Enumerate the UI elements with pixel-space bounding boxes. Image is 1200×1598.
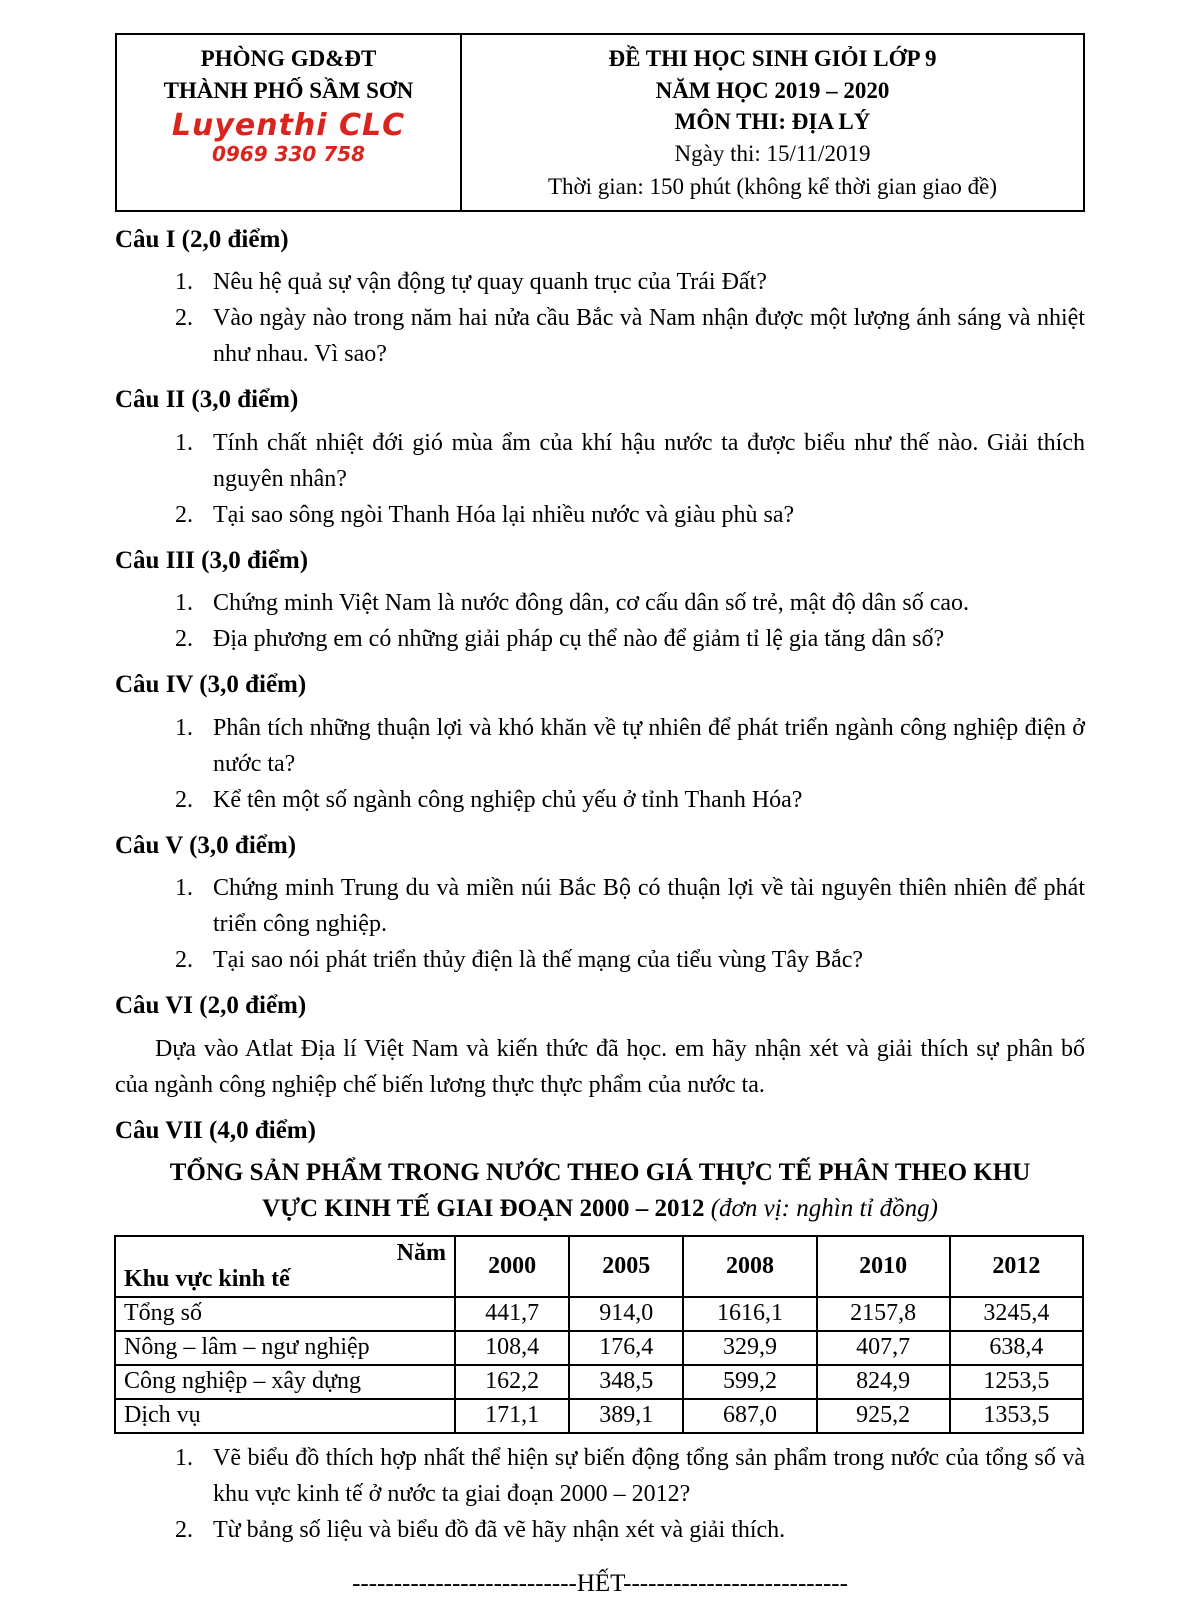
item-text: Vào ngày nào trong năm hai nửa cầu Bắc và Nam nhận được một lượng ánh sáng và nhiệt như nhau. Vì sao? [213,305,1085,368]
cell-value: 2157,8 [817,1297,950,1331]
phone-number: 0969 330 758 [211,141,366,166]
data-table [114,1235,1084,1434]
cell-value: 638,4 [950,1331,1083,1365]
header-box [115,33,1085,212]
exam-duration: Thời gian: 150 phút (không kể thời gian giao đề) [547,173,998,199]
exam-school-year: NĂM HỌC 2019 – 2020 [655,77,890,103]
brand-logo-text: Luyenthi CLC [171,108,406,144]
year-header: 2012 [950,1236,1083,1297]
question-item [115,942,1085,978]
cell-value: 925,2 [817,1399,950,1433]
cell-value: 599,2 [683,1365,816,1399]
section-heading-3: Câu III (3,0 điểm) [115,546,309,574]
item-text: Chứng minh Việt Nam là nước đông dân, cơ cấu dân số trẻ, mật độ dân số cao. [213,590,970,617]
table-header-row [115,1236,1083,1297]
year-header: 2010 [817,1236,950,1297]
question-item [115,870,1085,942]
item-text: Kể tên một số ngành công nghiệp chủ yếu ở tỉnh Thanh Hóa? [213,786,803,813]
item-text: Địa phương em có những giải pháp cụ thể nào để giảm tỉ lệ gia tăng dân số? [213,626,945,653]
cell-value: 914,0 [569,1297,683,1331]
row-label: Nông – lâm – ngư nghiệp [115,1331,455,1365]
item-text: Phân tích những thuận lợi và khó khăn về tự nhiên để phát triển ngành công nghiệp điện ở nước ta? [213,714,1085,777]
item-number: 1. [175,429,193,456]
row-label: Dịch vụ [115,1399,455,1433]
cell-value: 1253,5 [950,1365,1083,1399]
item-number: 1. [175,714,193,741]
item-number: 1. [175,269,193,296]
cell-value: 407,7 [817,1331,950,1365]
question-item [115,425,1085,497]
end-of-exam-marker: ---------------------------HẾT--------------------------- [352,1569,848,1597]
cell-value: 824,9 [817,1365,950,1399]
table-row [115,1297,1083,1331]
item-number: 1. [175,590,193,617]
cell-value: 176,4 [569,1331,683,1365]
row-label: Công nghiệp – xây dựng [115,1365,455,1399]
section-heading-1: Câu I (2,0 điểm) [115,225,289,253]
table-row [115,1365,1083,1399]
cell-value: 3245,4 [950,1297,1083,1331]
section-heading-4: Câu IV (3,0 điểm) [115,671,307,699]
table-title-line2: VỰC KINH TẾ GIAI ĐOẠN 2000 – 2012 [262,1195,705,1223]
item-text: Từ bảng số liệu và biểu đồ đã vẽ hãy nhận xét và giải thích. [213,1516,786,1543]
row-label: Tổng số [115,1297,455,1331]
corner-label-year: Năm [396,1240,446,1267]
table-title [115,1155,1085,1227]
year-header: 2008 [683,1236,816,1297]
section-heading-6: Câu VI (2,0 điểm) [115,992,307,1020]
exam-date: Ngày thi: 15/11/2019 [674,141,871,167]
question-item [115,710,1085,782]
question-item [115,1512,1085,1548]
year-header: 2005 [569,1236,683,1297]
table-row [115,1331,1083,1365]
cell-value: 687,0 [683,1399,816,1433]
question-item [115,621,1085,657]
cell-value: 348,5 [569,1365,683,1399]
exam-title: ĐỀ THI HỌC SINH GIỎI LỚP 9 [608,46,937,71]
section-heading-7: Câu VII (4,0 điểm) [115,1116,316,1144]
header-left-cell [117,35,462,210]
item-text: Chứng minh Trung du và miền núi Bắc Bộ có thuận lợi về tài nguyên thiên nhiên để phát triển công nghiệp. [213,875,1085,938]
table-corner-cell [115,1236,455,1297]
question-item [115,585,1085,621]
table-unit: (đơn vị: nghìn tỉ đồng) [710,1195,938,1223]
exam-subject: MÔN THI: ĐỊA LÝ [674,109,871,135]
section-heading-2: Câu II (3,0 điểm) [115,386,299,414]
cell-value: 162,2 [455,1365,569,1399]
question-paragraph: Dựa vào Atlat Địa lí Việt Nam và kiến thức đã học. em hãy nhận xét và giải thích sự phân bố của ngành công nghiệp chế biến lương thực thực phẩm của nước ta. [115,1035,1085,1098]
cell-value: 441,7 [455,1297,569,1331]
item-number: 2. [175,1516,193,1543]
cell-value: 108,4 [455,1331,569,1365]
table-title-line1: TỔNG SẢN PHẨM TRONG NƯỚC THEO GIÁ THỰC TẾ PHÂN THEO KHU [169,1159,1031,1187]
question-item [115,300,1085,372]
item-text: Vẽ biểu đồ thích hợp nhất thể hiện sự biến động tổng sản phẩm trong nước của tổng số và khu vực kinh tế ở nước ta giai đoạn 2000 – 2012? [213,1444,1085,1507]
corner-label-sector: Khu vực kinh tế [124,1266,290,1293]
table-row [115,1399,1083,1433]
item-number: 2. [175,786,193,813]
year-header: 2000 [455,1236,569,1297]
section-heading-5: Câu V (3,0 điểm) [115,831,297,859]
cell-value: 171,1 [455,1399,569,1433]
org-name-line2: THÀNH PHỐ SẦM SƠN [163,77,414,103]
item-number: 1. [175,875,193,902]
cell-value: 389,1 [569,1399,683,1433]
question-item [115,782,1085,818]
item-number: 1. [175,1444,193,1471]
cell-value: 1616,1 [683,1297,816,1331]
item-number: 2. [175,626,193,653]
cell-value: 1353,5 [950,1399,1083,1433]
item-number: 2. [175,947,193,974]
question-item [115,497,1085,533]
item-text: Tính chất nhiệt đới gió mùa ẩm của khí hậu nước ta được biểu như thế nào. Giải thích nguyên nhân? [213,429,1085,492]
cell-value: 329,9 [683,1331,816,1365]
item-number: 2. [175,305,193,332]
item-text: Nêu hệ quả sự vận động tự quay quanh trục của Trái Đất? [213,269,767,296]
question-item [115,1440,1085,1512]
item-text: Tại sao sông ngòi Thanh Hóa lại nhiều nước và giàu phù sa? [213,501,795,528]
header-right-cell [462,35,1083,210]
item-text: Tại sao nói phát triển thủy điện là thế mạng của tiểu vùng Tây Bắc? [213,947,864,974]
org-name-line1: PHÒNG GD&ĐT [200,46,377,71]
question-item [115,264,1085,300]
item-number: 2. [175,501,193,528]
